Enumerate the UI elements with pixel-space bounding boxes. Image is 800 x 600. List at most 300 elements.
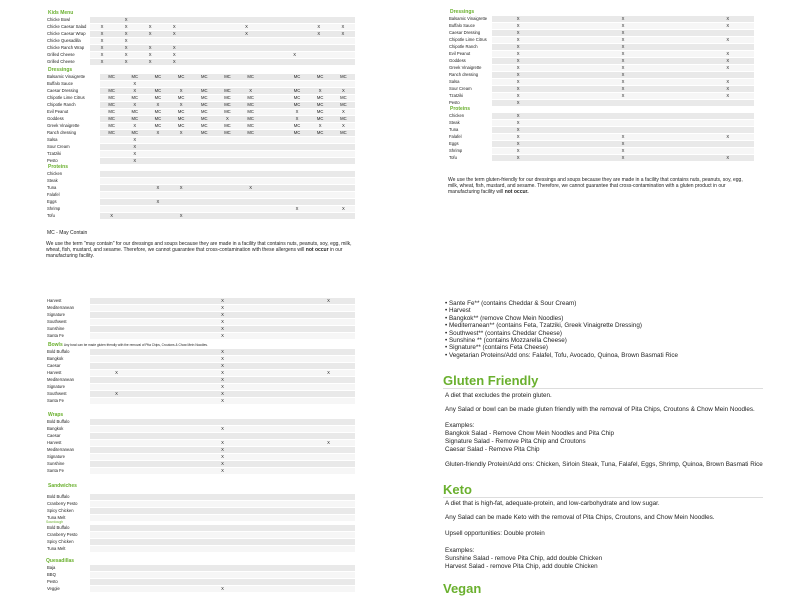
table-cell — [332, 185, 355, 192]
table-cell — [285, 178, 308, 185]
table-cell — [285, 192, 308, 199]
table-cell — [285, 137, 308, 144]
row-label: Baja — [46, 565, 90, 572]
table-row — [46, 426, 355, 433]
table-cell: MC — [332, 74, 355, 81]
table-cell — [196, 501, 249, 508]
table-cell — [307, 38, 331, 45]
table-row — [448, 120, 754, 127]
table-cell: X — [196, 370, 249, 377]
row-label: Caesar — [46, 363, 90, 370]
table-cell: X — [492, 141, 544, 148]
diet-guide-page — [440, 296, 800, 600]
row-label: Caesar Dressing — [46, 88, 100, 95]
table-cell — [649, 44, 701, 51]
dressings-table — [46, 74, 355, 165]
table-cell — [123, 206, 146, 213]
row-label: Chicke Caesar Wrap — [46, 31, 90, 38]
row-label: Bold Buffalo — [46, 349, 90, 356]
keto-definition: A diet that is high-fat, adequate-protein, and low-carbohydrate and low sugar. — [445, 500, 660, 507]
table-cell — [544, 44, 596, 51]
table-cell — [262, 192, 285, 199]
wraps-table — [46, 419, 355, 475]
table-cell — [649, 65, 701, 72]
table-cell — [193, 151, 216, 158]
table-cell: X — [196, 319, 249, 326]
row-label: Tuna Melt — [46, 546, 90, 553]
sandwiches-table — [46, 494, 355, 522]
table-cell: MC — [216, 123, 239, 130]
table-cell — [100, 151, 123, 158]
table-cell: MC — [309, 130, 332, 137]
table-cell: X — [285, 109, 308, 116]
table-cell — [302, 398, 355, 405]
table-cell: MC — [123, 109, 146, 116]
kids-menu-title: Kids Menu — [48, 10, 74, 16]
table-cell: X — [196, 440, 249, 447]
table-cell: MC — [146, 109, 169, 116]
table-row — [46, 137, 355, 144]
table-row — [46, 130, 355, 137]
table-cell: X — [597, 79, 649, 86]
table-row — [46, 81, 355, 88]
table-cell — [90, 398, 143, 405]
table-cell — [544, 30, 596, 37]
table-cell: X — [239, 88, 262, 95]
table-cell — [193, 192, 216, 199]
table-cell — [649, 148, 701, 155]
table-cell — [307, 45, 331, 52]
table-row — [46, 24, 355, 31]
table-row — [448, 155, 754, 162]
table-cell — [649, 120, 701, 127]
table-cell — [193, 158, 216, 165]
table-cell — [544, 23, 596, 30]
table-cell — [262, 206, 285, 213]
table-cell — [249, 356, 302, 363]
row-label: Signature — [46, 454, 90, 461]
row-label: Salsa — [46, 137, 100, 144]
table-row — [46, 185, 355, 192]
table-cell: MC — [309, 74, 332, 81]
table-cell: X — [492, 155, 544, 162]
table-cell — [143, 468, 196, 475]
table-cell: X — [332, 109, 355, 116]
table-cell — [249, 312, 302, 319]
table-cell — [285, 151, 308, 158]
quesadillas-title: Quesadillas — [46, 558, 75, 564]
table-cell — [196, 539, 249, 546]
may-contain-legend: MC - May Contain — [47, 230, 88, 236]
table-cell: X — [702, 37, 754, 44]
kids-allergen-page — [44, 8, 356, 266]
table-cell: MC — [100, 88, 123, 95]
table-cell — [649, 23, 701, 30]
keto-any-salad: Any Salad can be made Keto with the removal of Pita Chips, Croutons, and Chow Mein Noodles. — [445, 514, 715, 521]
table-cell — [649, 141, 701, 148]
table-cell — [186, 31, 210, 38]
table-row — [46, 370, 355, 377]
table-cell: X — [196, 356, 249, 363]
table-cell: X — [597, 30, 649, 37]
table-cell — [309, 151, 332, 158]
table-cell — [239, 213, 262, 220]
table-row — [46, 213, 355, 220]
table-cell: X — [492, 58, 544, 65]
table-cell: X — [196, 468, 249, 475]
gf-proteins-title: Proteins — [450, 106, 471, 112]
table-row — [448, 127, 754, 134]
table-row — [46, 454, 355, 461]
table-cell — [332, 199, 355, 206]
table-cell — [186, 45, 210, 52]
keto-examples-label: Examples: — [445, 547, 475, 554]
table-cell — [143, 391, 196, 398]
table-cell: X — [702, 16, 754, 23]
row-label: Sour Cream — [448, 86, 492, 93]
table-cell: X — [492, 51, 544, 58]
table-cell: MC — [100, 109, 123, 116]
row-label: Pesto — [448, 100, 492, 107]
table-cell — [123, 199, 146, 206]
table-cell — [249, 391, 302, 398]
table-row — [46, 326, 355, 333]
table-cell — [702, 141, 754, 148]
table-cell: X — [702, 79, 754, 86]
table-cell: MC — [285, 74, 308, 81]
table-cell: X — [702, 51, 754, 58]
table-cell — [702, 120, 754, 127]
table-cell — [90, 546, 143, 553]
row-label: Sunshine — [46, 326, 90, 333]
bullet-item: • Sante Fe** (contains Cheddar & Sour Cream) — [445, 300, 577, 307]
table-cell — [249, 454, 302, 461]
table-row — [46, 384, 355, 391]
table-cell — [90, 333, 143, 340]
row-label: Ranch dressing — [46, 130, 100, 137]
sandwiches-title: Sandwiches — [48, 483, 77, 489]
gluten-friendly-disclaimer — [448, 177, 754, 196]
table-cell — [193, 185, 216, 192]
table-cell: MC — [193, 88, 216, 95]
table-cell: MC — [193, 95, 216, 102]
table-cell — [331, 52, 355, 59]
table-cell: MC — [332, 102, 355, 109]
table-cell — [262, 144, 285, 151]
gf-def-word: gluten — [532, 392, 551, 399]
table-cell — [90, 532, 143, 539]
table-cell: X — [302, 440, 355, 447]
row-label: Chipotle Lime Citrus — [448, 37, 492, 44]
table-row — [46, 433, 355, 440]
table-cell — [239, 206, 262, 213]
table-row — [46, 123, 355, 130]
table-cell — [302, 501, 355, 508]
bullet-item: • Sunshine ** (contains Mozzarella Cheese) — [445, 337, 567, 345]
table-cell — [100, 158, 123, 165]
table-cell — [90, 515, 143, 522]
table-cell: X — [90, 38, 114, 45]
table-cell — [544, 79, 596, 86]
table-cell — [332, 178, 355, 185]
table-cell — [90, 319, 143, 326]
row-label: Salsa — [448, 79, 492, 86]
table-cell: X — [492, 44, 544, 51]
table-row — [46, 363, 355, 370]
table-row — [448, 37, 754, 44]
table-cell — [234, 38, 258, 45]
table-cell — [90, 312, 143, 319]
table-cell: MC — [216, 109, 239, 116]
gf-def-pre: A diet that excludes the protein — [445, 392, 532, 399]
row-label: Tuna — [448, 127, 492, 134]
table-cell — [210, 38, 234, 45]
row-label: Buffalo Sauce — [46, 81, 100, 88]
table-cell — [544, 127, 596, 134]
table-row — [46, 109, 355, 116]
row-label: Mediterranean — [46, 305, 90, 312]
table-cell — [302, 468, 355, 475]
table-cell — [170, 206, 193, 213]
table-cell — [544, 134, 596, 141]
table-cell — [309, 206, 332, 213]
table-cell — [234, 45, 258, 52]
table-row — [46, 572, 355, 579]
disclaimer-text: We use the term "may contain" for our dressings and soups because they are made in a facility that contains nuts, peanuts, soy, egg, milk, wheat, fish, mustard, and sesame. Therefore, we cannot guarantee that cross-contamination with these allergens will — [46, 241, 352, 254]
table-cell — [332, 192, 355, 199]
table-cell — [143, 508, 196, 515]
table-cell — [302, 356, 355, 363]
table-cell: MC — [170, 109, 193, 116]
table-cell — [283, 59, 307, 66]
table-cell — [649, 100, 701, 107]
table-cell — [143, 501, 196, 508]
table-row — [46, 356, 355, 363]
table-cell — [302, 461, 355, 468]
salad-bullets — [445, 300, 799, 359]
row-label: Goddess — [448, 58, 492, 65]
table-cell — [649, 30, 701, 37]
table-row — [448, 51, 754, 58]
row-label: Greek Vinaigrette — [448, 65, 492, 72]
table-cell — [90, 377, 143, 384]
table-row — [46, 144, 355, 151]
table-cell — [100, 178, 123, 185]
table-cell — [143, 426, 196, 433]
table-cell — [649, 79, 701, 86]
table-cell — [239, 81, 262, 88]
keto-title: Keto — [443, 482, 763, 498]
table-cell: MC — [170, 74, 193, 81]
table-cell: MC — [309, 95, 332, 102]
table-cell: MC — [193, 116, 216, 123]
table-row — [46, 95, 355, 102]
table-cell: X — [492, 134, 544, 141]
table-cell: X — [162, 45, 186, 52]
row-label: Chicke Quesadilla — [46, 38, 90, 45]
table-cell — [143, 440, 196, 447]
row-label: Evil Peanut — [46, 109, 100, 116]
table-cell: MC — [285, 130, 308, 137]
table-cell — [146, 178, 169, 185]
table-cell: MC — [239, 109, 262, 116]
table-row — [46, 31, 355, 38]
table-row — [448, 44, 754, 51]
bowls-header — [48, 342, 208, 348]
table-cell — [649, 51, 701, 58]
table-cell: X — [196, 461, 249, 468]
table-row — [46, 312, 355, 319]
table-cell — [100, 144, 123, 151]
table-cell — [597, 120, 649, 127]
table-cell — [302, 319, 355, 326]
keto-upsell-label: Upsell opportunities: — [445, 530, 503, 537]
table-cell: X — [702, 86, 754, 93]
table-row — [46, 319, 355, 326]
table-cell: X — [123, 102, 146, 109]
table-cell — [249, 508, 302, 515]
table-cell: X — [234, 31, 258, 38]
table-cell — [90, 586, 143, 593]
table-cell — [332, 158, 355, 165]
gf-dressings-table — [448, 16, 754, 107]
table-cell: MC — [146, 74, 169, 81]
table-cell — [216, 199, 239, 206]
table-cell — [196, 579, 249, 586]
table-cell — [143, 363, 196, 370]
table-cell — [143, 356, 196, 363]
table-cell — [302, 326, 355, 333]
table-cell — [100, 199, 123, 206]
table-cell: X — [307, 24, 331, 31]
row-label: Spicy Chicken — [46, 508, 90, 515]
table-cell — [702, 30, 754, 37]
table-cell: X — [597, 148, 649, 155]
table-cell — [216, 81, 239, 88]
table-cell — [90, 461, 143, 468]
table-cell — [262, 185, 285, 192]
table-cell: MC — [309, 109, 332, 116]
gf-proteins-table — [448, 113, 754, 162]
table-cell — [146, 158, 169, 165]
table-cell — [123, 213, 146, 220]
table-cell: MC — [146, 116, 169, 123]
table-cell: X — [285, 206, 308, 213]
table-cell: X — [492, 127, 544, 134]
table-cell: X — [196, 426, 249, 433]
row-label: Goddess — [46, 116, 100, 123]
table-row — [46, 391, 355, 398]
bullet-item: • Signature** (contains Feta Cheese) — [445, 344, 549, 352]
table-cell — [146, 206, 169, 213]
table-cell — [239, 151, 262, 158]
table-cell: X — [702, 93, 754, 100]
table-cell: X — [492, 30, 544, 37]
table-cell — [249, 461, 302, 468]
table-cell — [249, 319, 302, 326]
table-cell — [302, 539, 355, 546]
row-label: Shrimp — [448, 148, 492, 155]
table-cell — [649, 72, 701, 79]
table-cell — [249, 326, 302, 333]
table-cell — [249, 377, 302, 384]
table-cell: X — [492, 23, 544, 30]
table-cell — [216, 213, 239, 220]
table-cell — [234, 52, 258, 59]
table-cell — [249, 433, 302, 440]
bullet-item: • Southwest** (contains Cheddar Cheese) — [445, 329, 563, 337]
table-cell — [302, 305, 355, 312]
table-cell: MC — [216, 130, 239, 137]
table-cell — [283, 31, 307, 38]
table-cell — [302, 572, 355, 579]
row-label: Chipotle Lime Citrus — [46, 95, 100, 102]
table-cell — [331, 59, 355, 66]
table-cell — [90, 426, 143, 433]
table-cell — [544, 120, 596, 127]
row-label: Grilled Cheese — [46, 52, 90, 59]
table-row — [448, 86, 754, 93]
table-cell — [146, 192, 169, 199]
row-label: Santa Fe — [46, 468, 90, 475]
row-label: Ranch dressing — [448, 72, 492, 79]
table-cell — [302, 515, 355, 522]
table-cell: MC — [146, 95, 169, 102]
table-cell: MC — [239, 95, 262, 102]
row-label: Bold Buffalo — [46, 419, 90, 426]
table-cell — [193, 213, 216, 220]
table-cell: MC — [285, 88, 308, 95]
table-row — [46, 206, 355, 213]
table-cell — [123, 178, 146, 185]
table-cell — [309, 178, 332, 185]
table-cell: MC — [285, 102, 308, 109]
table-cell: X — [196, 333, 249, 340]
row-label: Southwest — [46, 391, 90, 398]
gf-example-3: Caesar Salad - Remove Pita Chip — [445, 446, 540, 453]
table-cell — [170, 178, 193, 185]
sourdough-table — [46, 525, 355, 553]
table-cell: X — [702, 155, 754, 162]
row-label: Tzatziki — [448, 93, 492, 100]
table-cell: MC — [309, 102, 332, 109]
table-row — [46, 447, 355, 454]
table-cell — [283, 45, 307, 52]
table-cell: X — [492, 65, 544, 72]
table-cell — [544, 51, 596, 58]
table-cell: MC — [193, 109, 216, 116]
table-cell — [216, 185, 239, 192]
table-cell: X — [114, 17, 138, 24]
table-cell — [146, 144, 169, 151]
table-cell — [302, 426, 355, 433]
table-cell — [143, 305, 196, 312]
table-cell — [702, 100, 754, 107]
table-cell — [249, 468, 302, 475]
table-cell — [234, 59, 258, 66]
table-cell: X — [492, 86, 544, 93]
table-cell: X — [597, 72, 649, 79]
table-cell: X — [162, 59, 186, 66]
table-cell — [186, 38, 210, 45]
table-cell — [239, 137, 262, 144]
table-cell — [146, 213, 169, 220]
table-cell — [143, 532, 196, 539]
table-cell — [249, 579, 302, 586]
table-cell: X — [170, 102, 193, 109]
table-cell: X — [170, 213, 193, 220]
table-cell — [193, 137, 216, 144]
